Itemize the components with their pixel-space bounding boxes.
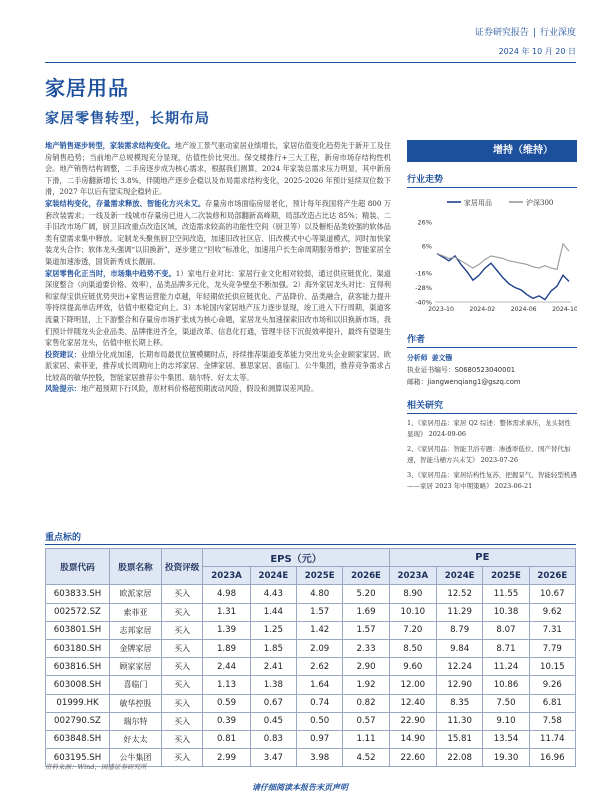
pe-year: 2025E — [483, 567, 529, 585]
table-row — [46, 694, 576, 712]
series-line-home-furnishing — [437, 254, 569, 300]
eps-value: 1.39 — [203, 621, 250, 639]
pe-year: 2026E — [529, 567, 575, 585]
stock-name: 金牌家居 — [110, 639, 162, 657]
eps-year: 2024E — [250, 567, 296, 585]
table-row — [46, 621, 576, 639]
stock-code: 002572.SZ — [46, 603, 110, 621]
eps-value: 2.90 — [343, 658, 389, 676]
eps-value: 4.52 — [343, 749, 389, 767]
pe-value: 15.81 — [437, 730, 483, 748]
related-item[interactable]: 2、《家居用品：智能卫浴专题：渗透率低位、国产替代加速，智能马桶方兴未艾》 2023-07-26 — [407, 445, 571, 464]
pe-value: 8.07 — [483, 621, 529, 639]
author-email: 邮箱：jiangwenqiang1@gszq.com — [407, 378, 521, 386]
pe-value: 9.10 — [483, 712, 529, 730]
table-row — [46, 585, 576, 603]
x-tick-label: 2023-10 — [428, 306, 454, 313]
stock-rating: 买入 — [162, 712, 203, 730]
col-eps: EPS（元） — [203, 549, 389, 567]
eps-year: 2026E — [343, 567, 389, 585]
pe-value: 11.74 — [529, 730, 575, 748]
pe-value: 8.90 — [389, 585, 436, 603]
stock-name: 志邦家居 — [110, 621, 162, 639]
pe-value: 8.35 — [437, 694, 483, 712]
eps-value: 1.44 — [250, 603, 296, 621]
eps-value: 1.11 — [343, 730, 389, 748]
x-tick-label: 2024-02 — [469, 306, 496, 313]
pe-value: 9.62 — [529, 603, 575, 621]
related-item[interactable]: 3、《家居用品：家居结构性复苏，把握景气、智能轻型机遇——家居 2023 年中期策略》 2023-06-21 — [407, 471, 577, 490]
table-row — [46, 712, 576, 730]
stock-rating: 买入 — [162, 694, 203, 712]
eps-value: 4.98 — [203, 585, 250, 603]
eps-value: 0.57 — [343, 712, 389, 730]
pe-value: 7.50 — [483, 694, 529, 712]
eps-value: 2.99 — [203, 749, 250, 767]
report-header: 证券研究报告 | 行业深度 — [474, 28, 576, 38]
stock-code: 01999.HK — [46, 694, 110, 712]
x-tick-label: 2024-10 — [552, 306, 577, 313]
stock-rating: 买入 — [162, 749, 203, 767]
sidebar — [407, 140, 577, 496]
col-pe: PE — [389, 549, 575, 567]
eps-value: 0.67 — [250, 694, 296, 712]
stock-rating: 买入 — [162, 639, 203, 657]
stock-name: 喜临门 — [110, 676, 162, 694]
stock-name: 瑞尔特 — [110, 712, 162, 730]
y-tick-label: 6% — [421, 242, 432, 251]
pe-value: 19.30 — [483, 749, 529, 767]
pe-value: 13.54 — [483, 730, 529, 748]
pe-value: 12.40 — [389, 694, 436, 712]
related-title: 相关研究 — [407, 398, 577, 414]
pe-value: 16.96 — [529, 749, 575, 767]
industry-title: 家居用品 — [45, 76, 129, 100]
series-line-csi300 — [437, 244, 569, 269]
pe-value: 12.52 — [437, 585, 483, 603]
pe-value: 12.00 — [389, 676, 436, 694]
stock-rating: 买入 — [162, 658, 203, 676]
paragraph-1: 地产销售逐步转型，家装需求结构变化。地产竣工景气驱动家居业绩增长，家居估值变化趋势先于新开工及住房销售趋势；当前地产总规模现充分显现，估值性价比突出。保交楼推行+三大工程，新房市场存结构性机会。地产销售结构调整，二手房逐步成为核心需求，根据我们测算，2024 年家装总需求压力明显，其中新房下滑，二手房翻新增长 3.8%。伴随地产逐步企稳以及布局需求结构变化，2025-2026 年预计延续双位数下滑，2027 年以后有望实现企稳转正。 — [45, 141, 391, 197]
eps-value: 4.80 — [297, 585, 343, 603]
paragraph-5: 风险提示：地产超预期下行风险，原材料价格超预期波动风险，假设和测算误差风险。 — [45, 384, 319, 394]
table-row — [46, 730, 576, 748]
report-date: 2024 年 10 月 20 日 — [498, 47, 576, 56]
stock-table-body — [46, 585, 576, 767]
stock-name: 敏华控股 — [110, 694, 162, 712]
pe-value: 11.30 — [437, 712, 483, 730]
eps-value: 0.81 — [203, 730, 250, 748]
eps-value: 0.45 — [250, 712, 296, 730]
pe-value: 10.38 — [483, 603, 529, 621]
pe-value: 10.67 — [529, 585, 575, 603]
eps-value: 2.33 — [343, 639, 389, 657]
trend-chart-svg — [407, 192, 577, 322]
stock-code: 603180.SH — [46, 639, 110, 657]
stock-name: 好太太 — [110, 730, 162, 748]
header-divider — [45, 62, 576, 63]
paragraph-3: 家居零售化正当时，市场集中趋势不变。1）家电行业对比：家居行业文化相对较弱，通过供应链优化、渠道深度整合（向渠道要价格、效率），品类品牌多元化，龙头竞争壁垒不断加强。2）海外家居龙头对比：宜得利和家得宝供应链优势突出+家售运营能力卓越，年轻期依托供应链优化、产品降价、品类融合，获客能力提升等持续提高单店坪效，估值中枢稳定向上。3）本轮国内家居地产压力逐步显现，竣工进入下行周期，渠道客流量下降明显，上下游整合和存量房市场扩张成为核心命题，家居龙头加速探索旧改市场和以旧换新市场。我们预计伴随龙头企业品类、品牌推进齐全，渠道改革、信息化打通，管理半径下沉促效率提升，最终有望诞生家售化家居龙头，估值中枢长期上移。 — [45, 268, 391, 348]
author-title: 作者 — [407, 332, 577, 348]
eps-value: 0.83 — [250, 730, 296, 748]
eps-value: 0.39 — [203, 712, 250, 730]
eps-value: 3.98 — [297, 749, 343, 767]
eps-value: 1.38 — [250, 676, 296, 694]
stock-rating: 买入 — [162, 603, 203, 621]
report-category: 行业深度 — [539, 28, 576, 38]
stock-code: 002790.SZ — [46, 712, 110, 730]
x-tick-label: 2024-06 — [510, 306, 537, 313]
pe-value: 11.55 — [483, 585, 529, 603]
col-code: 股票代码 — [46, 549, 110, 585]
eps-value: 1.89 — [203, 639, 250, 657]
eps-value: 0.59 — [203, 694, 250, 712]
eps-year: 2025E — [297, 567, 343, 585]
eps-value: 1.57 — [343, 621, 389, 639]
stock-code: 603848.SH — [46, 730, 110, 748]
table-divider — [45, 544, 576, 545]
y-tick-label: -16% — [415, 269, 432, 278]
pe-year: 2024E — [437, 567, 483, 585]
stock-code: 603833.SH — [46, 585, 110, 603]
pe-value: 12.24 — [437, 658, 483, 676]
author-license: 执业证书编号：S0680523040001 — [407, 366, 516, 374]
eps-value: 2.62 — [297, 658, 343, 676]
stock-rating: 买入 — [162, 730, 203, 748]
stock-code: 603195.SH — [46, 749, 110, 767]
stock-code: 603008.SH — [46, 676, 110, 694]
stock-name: 索菲亚 — [110, 603, 162, 621]
eps-value: 3.47 — [250, 749, 296, 767]
rating-badge: 增持（维持） — [407, 140, 577, 162]
y-tick-label: -28% — [415, 283, 432, 292]
related-list — [407, 418, 577, 492]
stock-name: 欧派家居 — [110, 585, 162, 603]
eps-value: 1.85 — [250, 639, 296, 657]
report-type: 证券研究报告 — [474, 28, 529, 38]
pe-value: 7.31 — [529, 621, 575, 639]
eps-value: 1.92 — [343, 676, 389, 694]
pe-value: 7.58 — [529, 712, 575, 730]
pe-value: 7.20 — [389, 621, 436, 639]
table-title: 重点标的 — [45, 533, 82, 543]
eps-value: 2.41 — [250, 658, 296, 676]
y-tick-label: -40% — [415, 298, 432, 307]
pe-value: 10.15 — [529, 658, 575, 676]
table-row — [46, 676, 576, 694]
eps-value: 0.50 — [297, 712, 343, 730]
email-link[interactable]: jiangwenqiang1@gszq.com — [427, 378, 521, 386]
stock-code: 603801.SH — [46, 621, 110, 639]
eps-value: 1.42 — [297, 621, 343, 639]
pe-value: 8.50 — [389, 639, 436, 657]
pe-value: 10.86 — [483, 676, 529, 694]
pe-year: 2023A — [389, 567, 436, 585]
pe-value: 22.08 — [437, 749, 483, 767]
eps-value: 2.09 — [297, 639, 343, 657]
pe-value: 9.26 — [529, 676, 575, 694]
eps-value: 1.57 — [297, 603, 343, 621]
eps-value: 1.69 — [343, 603, 389, 621]
author-analyst: 分析师 姜文镪 — [407, 354, 453, 362]
eps-value: 1.13 — [203, 676, 250, 694]
eps-value: 1.25 — [250, 621, 296, 639]
legend-label: 沪深300 — [526, 199, 554, 207]
pe-value: 11.24 — [483, 658, 529, 676]
eps-value: 2.44 — [203, 658, 250, 676]
pe-value: 9.60 — [389, 658, 436, 676]
eps-value: 1.31 — [203, 603, 250, 621]
eps-value: 5.20 — [343, 585, 389, 603]
stock-rating: 买入 — [162, 585, 203, 603]
eps-value: 0.97 — [297, 730, 343, 748]
stock-rating: 买入 — [162, 676, 203, 694]
legend-label: 家居用品 — [464, 199, 492, 207]
stock-rating: 买入 — [162, 621, 203, 639]
pe-value: 10.10 — [389, 603, 436, 621]
pe-value: 8.79 — [437, 621, 483, 639]
eps-value: 0.82 — [343, 694, 389, 712]
report-headline: 家居零售转型，长期布局 — [45, 111, 210, 127]
pe-value: 22.60 — [389, 749, 436, 767]
pe-value: 9.84 — [437, 639, 483, 657]
col-rating: 投资评级 — [162, 549, 203, 585]
trend-title: 行业走势 — [407, 172, 577, 188]
stock-name: 顾家家居 — [110, 658, 162, 676]
eps-year: 2023A — [203, 567, 250, 585]
pe-value: 6.81 — [529, 694, 575, 712]
eps-value: 1.64 — [297, 676, 343, 694]
eps-value: 0.74 — [297, 694, 343, 712]
paragraph-2: 家装结构变化，存量需求释放、智能化方兴未艾。存量房市场面临房屋老化，预计每年我国将产生超 800 万套改装需求；一线及新一线城市存量房已进入二次装修和局部翻新高峰期，局部改造占比达 85%；精装、二手旧改市场广阔，厨卫旧改重点改造区域，改造需求较高的功能性空间（厨卫等）以及橱柜品类较强的软体品类有望需求集中释放。定制龙头聚焦厨卫空间改造，加速旧改社区店、旧改模式中心等渠道模式，同时加快家装龙头合作；软体龙头强调“以旧换新”，逐步建立“回收”标准化，加速用户长生命周期服务维护；智能家居全渠道加速渗透，国货新秀成长靓丽。 — [45, 198, 391, 266]
eps-value: 4.43 — [250, 585, 296, 603]
pe-value: 11.29 — [437, 603, 483, 621]
pe-value: 22.90 — [389, 712, 436, 730]
paragraph-4: 投资建议：业绩分化成加速，长期布局最优位置模糊时点，持续推荐渠道变革能力突出龙头企业顾家家居、欧派家居、索菲亚，推荐成长周期向上的志邦家居、金牌家居、慕思家居、喜临门、公牛集团，推荐竞争需求占比较高的敏华控股，智能家居推荐公牛集团、瑞尔特、好太太等。 — [45, 349, 391, 382]
trend-chart — [407, 192, 577, 322]
stock-code: 603816.SH — [46, 658, 110, 676]
table-row — [46, 603, 576, 621]
stock-table — [45, 548, 576, 767]
table-row — [46, 639, 576, 657]
pe-value: 12.90 — [437, 676, 483, 694]
stock-name: 公牛集团 — [110, 749, 162, 767]
pe-value: 7.79 — [529, 639, 575, 657]
footer-disclaimer: 请仔细阅读本报告末页声明 — [252, 782, 348, 792]
related-item[interactable]: 1、《家居用品：家居 Q2 综述：整体需求承压，龙头韧性显现》 2024-09-06 — [407, 419, 571, 438]
report-body — [45, 140, 391, 395]
table-row — [46, 658, 576, 676]
pe-value: 14.90 — [389, 730, 436, 748]
pe-value: 8.71 — [483, 639, 529, 657]
col-name: 股票名称 — [110, 549, 162, 585]
source-note: 资料来源：Wind，国盛证券研究所 — [45, 763, 147, 771]
y-tick-label: 26% — [417, 218, 432, 227]
